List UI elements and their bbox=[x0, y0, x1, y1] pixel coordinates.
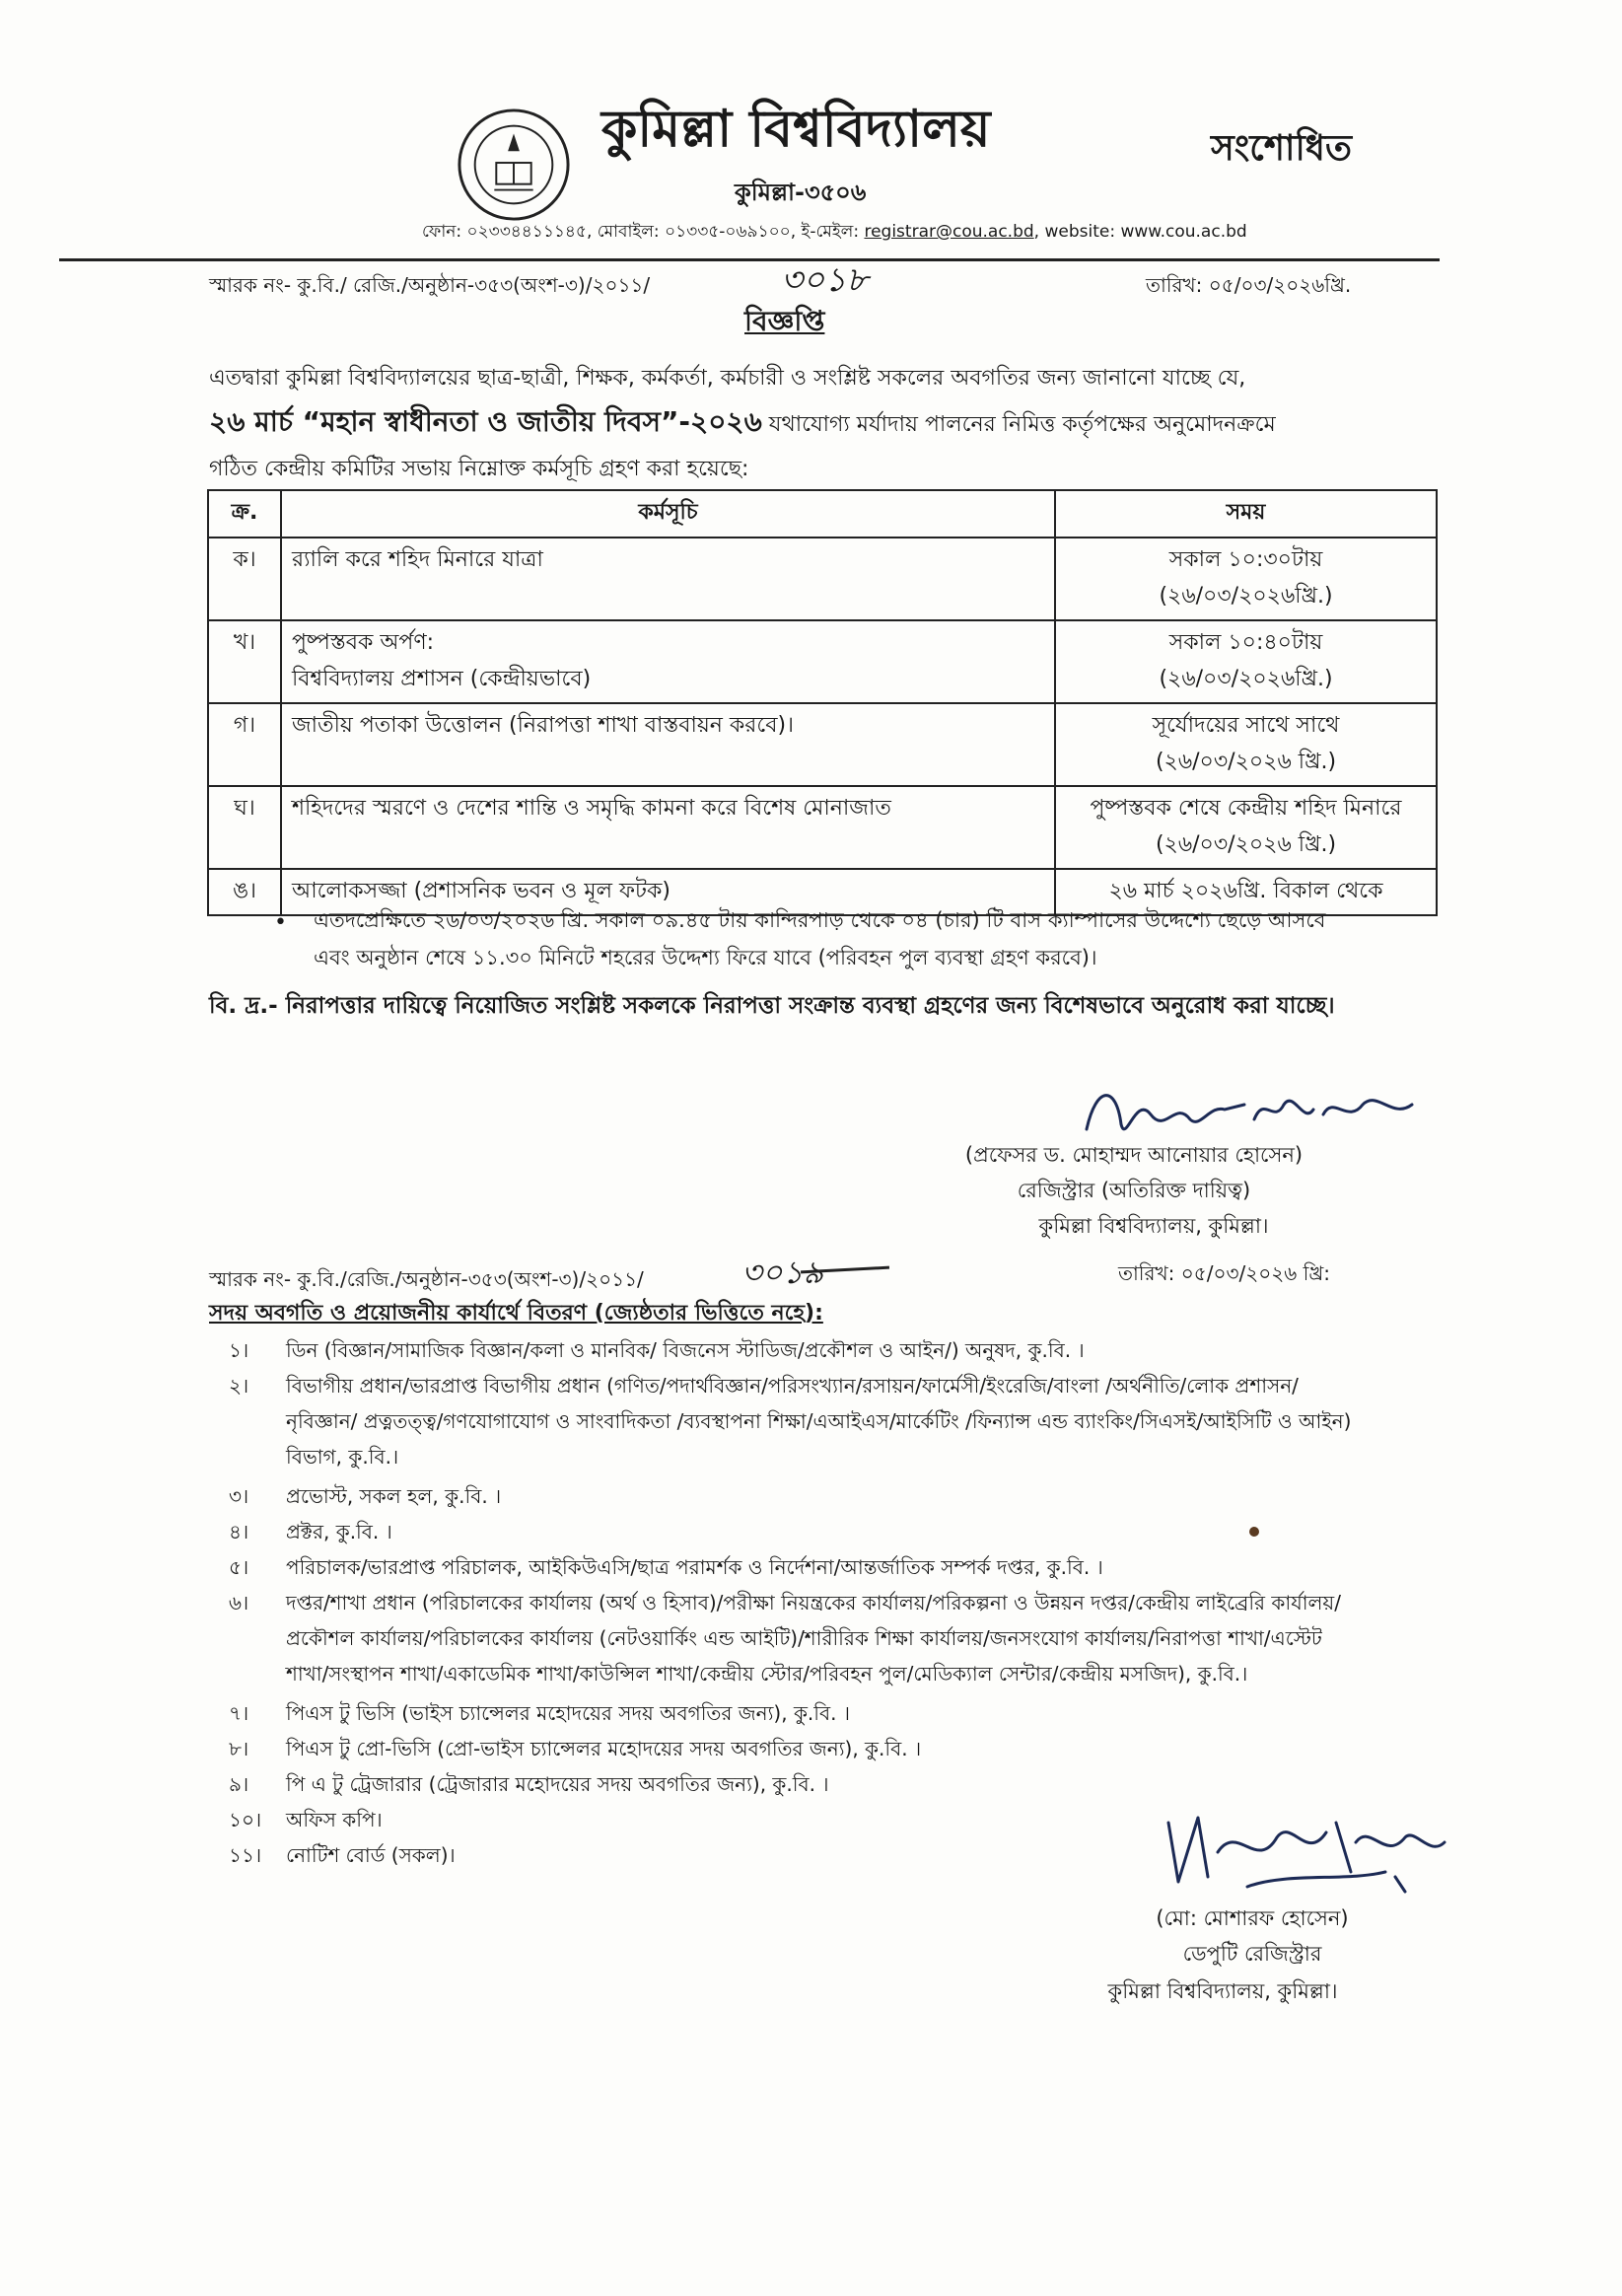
list-item-number: ৪। bbox=[229, 1520, 249, 1543]
list-item-cont: বিভাগ, কু.বি.। bbox=[286, 1445, 399, 1469]
contact-line bbox=[422, 221, 1247, 243]
row-serial: ঘ। bbox=[208, 786, 281, 869]
row-program-text: আলোকসজ্জা (প্রশাসনিক ভবন ও মূল ফটক) bbox=[292, 879, 670, 903]
row-program-text: পুষ্পস্তবক অর্পণ: bbox=[292, 630, 435, 655]
table-row bbox=[208, 703, 1437, 786]
memo-reference-2: স্মারক নং- কু.বি./রেজি./অনুষ্ঠান-৩৫৩(অংশ-৩)/২০১১/ bbox=[209, 1267, 644, 1291]
list-item: দপ্তর/শাখা প্রধান (পরিচালকের কার্যালয় (অর্থ ও হিসাব)/পরীক্ষা নিয়ন্ত্রকের কার্যালয়/পরিকল্পনা ও উন্নয়ন দপ্তর/কেন্দ্রীয় লাইব্রেরি কার্যালয়/ bbox=[286, 1591, 1341, 1614]
list-item: পি এ টু ট্রেজারার (ট্রেজারার মহোদয়ের সদয় অবগতির জন্য), কু.বি. । bbox=[286, 1772, 829, 1796]
row-serial: ঙ। bbox=[208, 869, 281, 915]
memo-handwritten-number: ৩০১৮ bbox=[781, 260, 869, 300]
list-item-number: ৯। bbox=[229, 1772, 249, 1796]
row-program bbox=[281, 620, 1055, 703]
row-time-line: ২৬ মার্চ ২০২৬খ্রি. বিকাল থেকে bbox=[1108, 879, 1383, 903]
list-item: বিভাগীয় প্রধান/ভারপ্রাপ্ত বিভাগীয় প্রধান (গণিত/পদার্থবিজ্ঞান/পরিসংখ্যান/রসায়ন/ফার্মেসী/ইংরেজি/বাংলা /অর্থনীতি/লোক প্রশাসন/ bbox=[286, 1374, 1299, 1398]
list-item-number: ২। bbox=[229, 1374, 249, 1398]
security-note: বি. দ্র.- নিরাপত্তার দায়িত্বে নিয়োজিত সংশ্লিষ্ট সকলকে নিরাপত্তা সংক্রান্ত ব্যবস্থা গ্রহণের জন্য বিশেষভাবে অনুরোধ করা যাচ্ছে। bbox=[209, 993, 1335, 1019]
transport-line-1: এতদপ্রেক্ষিতে ২৬/০৩/২০২৬ খ্রি. সকাল ০৯.৪৫ টায় কান্দিরপাড় থেকে ০৪ (চার) টি বাস ক্যাম্পাসের উদ্দেশ্যে ছেড়ে আসবে bbox=[314, 908, 1326, 932]
list-item: পিএস টু প্রো-ভিসি (প্রো-ভাইস চ্যান্সেলর মহোদয়ের সদয় অবগতির জন্য), কু.বি. । bbox=[286, 1737, 922, 1760]
row-time bbox=[1055, 703, 1437, 786]
row-time bbox=[1055, 786, 1437, 869]
deputy-registrar-name: (মো: মোশারফ হোসেন) bbox=[1156, 1906, 1349, 1930]
row-time bbox=[1055, 538, 1437, 620]
university-city: কুমিল্লা-৩৫০৬ bbox=[735, 179, 867, 206]
list-item-cont: নৃবিজ্ঞান/ প্রত্নতত্ত্ব/গণযোগাযোগ ও সাংবাদিকতা /ব্যবস্থাপনা শিক্ষা/এআইএস/মার্কেটিং /ফিন্যান্স এন্ড ব্যাংকিং/সিএসই/আইসিটি ও আইন) bbox=[286, 1409, 1352, 1433]
contact-phone-mobile: ফোন: ০২৩৩৪৪১১১৪৫, মোবাইল: ০১৩৩৫-০৬৯১০০, ই-মেইল: bbox=[422, 222, 865, 242]
memo-handwritten-number-2: ৩০১৯ bbox=[741, 1254, 824, 1291]
row-serial: ক। bbox=[208, 538, 281, 620]
list-item-number: ১। bbox=[229, 1338, 249, 1362]
memo-date: তারিখ: ০৫/০৩/২০২৬খ্রি. bbox=[1146, 273, 1352, 297]
university-logo bbox=[456, 107, 572, 223]
row-time-line: পুষ্পস্তবক শেষে কেন্দ্রীয় শহিদ মিনারে bbox=[1090, 796, 1402, 821]
program-table bbox=[207, 489, 1438, 916]
transport-line-2: এবং অনুষ্ঠান শেষে ১১.৩০ মিনিটে শহরের উদ্দেশ্য ফিরে যাবে (পরিবহন পুল ব্যবস্থা গ্রহণ করবে)। bbox=[314, 946, 1097, 969]
table-row bbox=[208, 786, 1437, 869]
list-item: অফিস কপি। bbox=[286, 1808, 383, 1831]
row-program-text: শহিদদের স্মরণে ও দেশের শান্তি ও সমৃদ্ধি কামনা করে বিশেষ মোনাজাত bbox=[292, 796, 891, 821]
list-item-number: ৩। bbox=[229, 1484, 249, 1508]
list-item: প্রভোস্ট, সকল হল, কু.বি. । bbox=[286, 1484, 502, 1508]
table-row bbox=[208, 620, 1437, 703]
registrar-name: (প্রফেসর ড. মোহাম্মদ আনোয়ার হোসেন) bbox=[964, 1143, 1304, 1167]
list-item-number: ১০। bbox=[229, 1808, 262, 1831]
revised-label: সংশোধিত bbox=[1211, 128, 1352, 169]
row-program bbox=[281, 703, 1055, 786]
list-item-number: ১১। bbox=[229, 1843, 262, 1867]
list-item-number: ৬। bbox=[229, 1591, 249, 1614]
row-time bbox=[1055, 620, 1437, 703]
memo-date-2: তারিখ: ০৫/০৩/২০২৬ খ্রি: bbox=[1118, 1261, 1330, 1285]
notice-paragraph-2-rest: যথাযোগ্য মর্যাদায় পালনের নিমিত্ত কর্তৃপক্ষের অনুমোদনক্রমে bbox=[761, 412, 1276, 437]
memo-reference: স্মারক নং- কু.বি./ রেজি./অনুষ্ঠান-৩৫৩(অংশ-৩)/২০১১/ bbox=[209, 273, 651, 297]
row-time-line: সূর্যোদয়ের সাথে সাথে bbox=[1152, 713, 1340, 738]
registrar-title: রেজিস্ট্রার (অতিরিক্ত দায়িত্ব) bbox=[1017, 1179, 1251, 1202]
row-time-line: সকাল ১০:৪০টায় bbox=[1168, 630, 1323, 655]
university-name: কুমিল্লা বিশ্ববিদ্যালয় bbox=[601, 100, 991, 159]
row-serial: খ। bbox=[208, 620, 281, 703]
row-program-text: জাতীয় পতাকা উত্তোলন (নিরাপত্তা শাখা বাস্তবায়ন করবে)। bbox=[292, 713, 794, 738]
list-item-cont: প্রকৌশল কার্যালয়/পরিচালকের কার্যালয় (নেটওয়ার্কিং এন্ড আইটি)/শারীরিক শিক্ষা কার্যালয়/জনসংযোগ কার্যালয়/নিরাপত্তা শাখা/এস্টেট bbox=[286, 1626, 1322, 1650]
table-row bbox=[208, 538, 1437, 620]
header-serial: ক্র. bbox=[208, 490, 281, 538]
list-item-cont: শাখা/সংস্থাপন শাখা/একাডেমিক শাখা/কাউন্সিল শাখা/কেন্দ্রীয় স্টোর/পরিবহন পুল/মেডিক্যাল সেন্টার/কেন্দ্রীয় মসজিদ), কু.বি.। bbox=[286, 1662, 1248, 1686]
occasion-title: ২৬ মার্চ “মহান স্বাধীনতা ও জাতীয় দিবস”-২০২৬ bbox=[209, 405, 762, 438]
notice-title: বিজ্ঞপ্তি bbox=[744, 305, 825, 337]
row-date-line: (২৬/০৩/২০২৬খ্রি.) bbox=[1159, 584, 1333, 609]
row-date-line: (২৬/০৩/২০২৬খ্রি.) bbox=[1159, 667, 1333, 691]
deputy-registrar-organization: কুমিল্লা বিশ্ববিদ্যালয়, কুমিল্লা। bbox=[1107, 1979, 1338, 2003]
list-item: পিএস টু ভিসি (ভাইস চ্যান্সেলর মহোদয়ের সদয় অবগতির জন্য), কু.বি. । bbox=[286, 1701, 851, 1725]
header-program: কর্মসূচি bbox=[281, 490, 1055, 538]
row-program-text: র‍্যালি করে শহিদ মিনারে যাত্রা bbox=[292, 547, 543, 572]
notice-paragraph-1: এতদ্বারা কুমিল্লা বিশ্ববিদ্যালয়ের ছাত্র-ছাত্রী, শিক্ষক, কর্মকর্তা, কর্মচারী ও সংশ্লিষ্ট সকলের অবগতির জন্য জানানো যাচ্ছে যে, bbox=[209, 366, 1246, 391]
notice-paragraph-3: গঠিত কেন্দ্রীয় কমিটির সভায় নিম্নোক্ত কর্মসূচি গ্রহণ করা হয়েছে: bbox=[209, 457, 749, 481]
row-program bbox=[281, 538, 1055, 620]
deputy-registrar-signature bbox=[1159, 1803, 1454, 1901]
row-program-subtext: বিশ্ববিদ্যালয় প্রশাসন (কেন্দ্রীয়ভাবে) bbox=[292, 667, 592, 691]
row-date-line: (২৬/০৩/২০২৬ খ্রি.) bbox=[1155, 832, 1337, 857]
list-item-number: ৮। bbox=[229, 1737, 249, 1760]
ink-mark bbox=[1249, 1527, 1259, 1537]
list-item-number: ৫। bbox=[229, 1555, 249, 1579]
deputy-registrar-title: ডেপুটি রেজিস্ট্রার bbox=[1182, 1942, 1322, 1966]
row-program bbox=[281, 786, 1055, 869]
row-date-line: (২৬/০৩/২০২৬ খ্রি.) bbox=[1155, 750, 1337, 774]
list-item: ডিন (বিজ্ঞান/সামাজিক বিজ্ঞান/কলা ও মানবিক/ বিজনেস স্টাডিজ/প্রকৌশল ও আইন/) অনুষদ, কু.বি. । bbox=[286, 1338, 1085, 1362]
table-header-row bbox=[208, 490, 1437, 538]
header-time: সময় bbox=[1055, 490, 1437, 538]
bullet-icon: • bbox=[274, 910, 287, 935]
distribution-title: সদয় অবগতি ও প্রয়োজনীয় কার্যার্থে বিতরণ (জ্যেষ্ঠতার ভিত্তিতে নহে): bbox=[209, 1301, 823, 1326]
email-link[interactable]: registrar@cou.ac.bd bbox=[864, 222, 1034, 242]
header-divider bbox=[59, 258, 1440, 261]
list-item: পরিচালক/ভারপ্রাপ্ত পরিচালক, আইকিউএসি/ছাত্র পরামর্শক ও নির্দেশনা/আন্তর্জাতিক সম্পর্ক দপ্তর, কু.বি. । bbox=[286, 1555, 1103, 1579]
website-text: , website: www.cou.ac.bd bbox=[1033, 222, 1247, 242]
notice-paragraph-2 bbox=[209, 404, 1432, 440]
list-item: নোটিশ বোর্ড (সকল)। bbox=[286, 1843, 456, 1867]
list-item: প্রক্টর, কু.বি. । bbox=[286, 1520, 392, 1543]
row-time-line: সকাল ১০:৩০টায় bbox=[1168, 547, 1323, 572]
row-serial: গ। bbox=[208, 703, 281, 786]
registrar-organization: কুমিল্লা বিশ্ববিদ্যালয়, কুমিল্লা। bbox=[1038, 1214, 1269, 1238]
list-item-number: ৭। bbox=[229, 1701, 249, 1725]
